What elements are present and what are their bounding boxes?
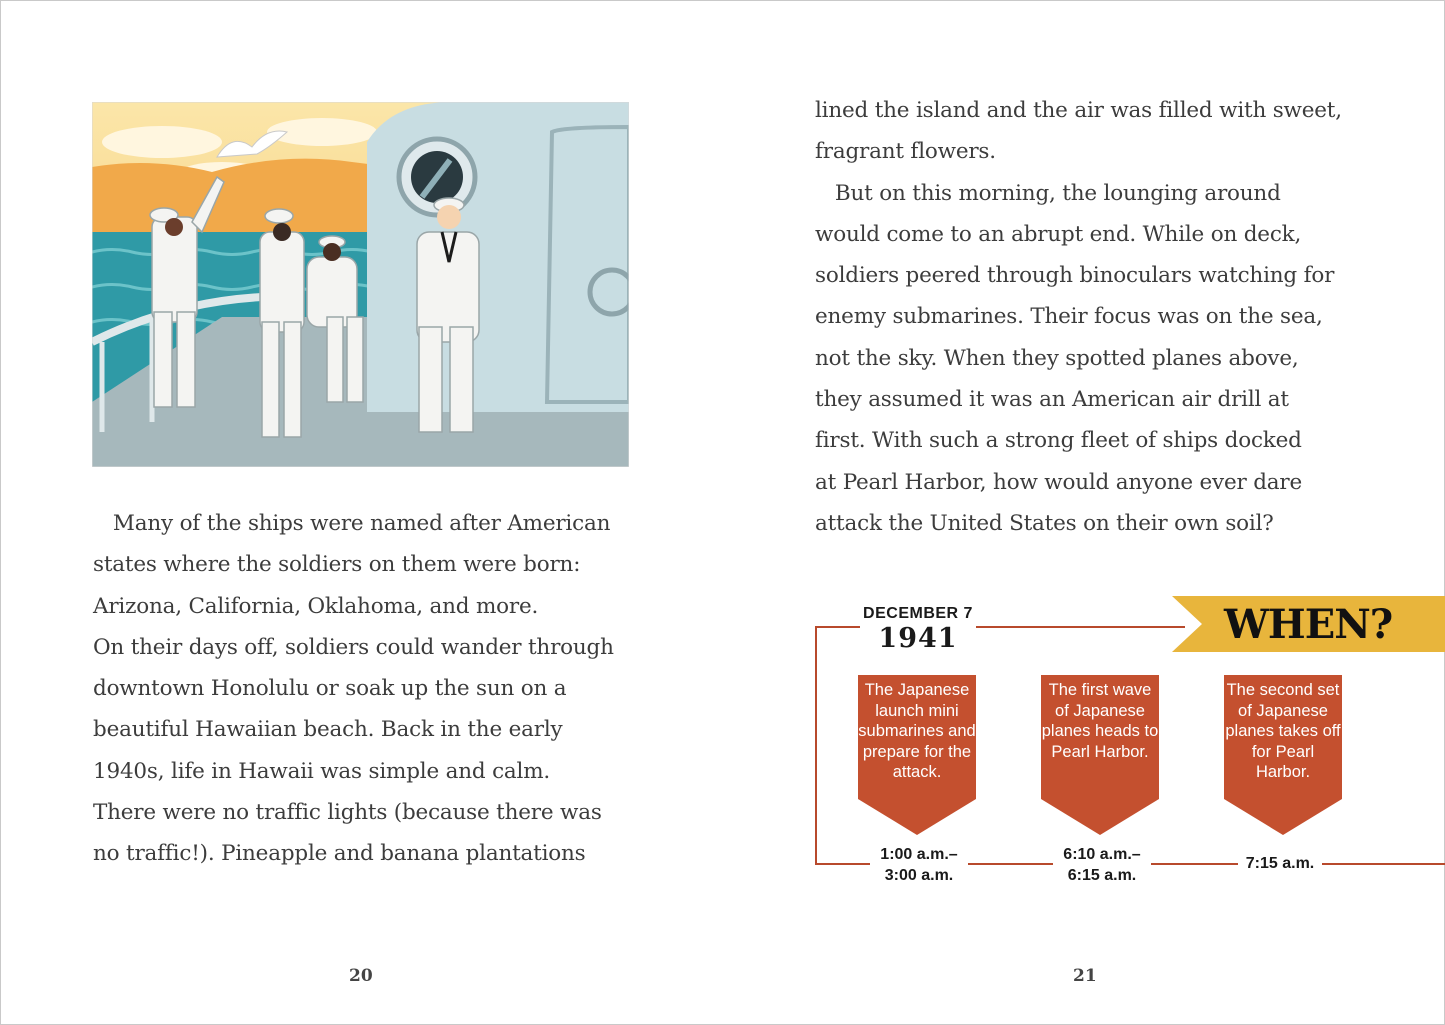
time-start: 6:10 a.m.– (1063, 846, 1141, 863)
text-line: first. With such a strong fleet of ships docked (815, 428, 1302, 454)
text-line: attack the United States on their own soil? (815, 510, 1274, 536)
text-line: Arizona, California, Oklahoma, and more. (93, 593, 539, 619)
text-line: enemy submarines. Their focus was on the sea, (815, 304, 1323, 330)
time-end: 6:15 a.m. (1067, 867, 1137, 884)
text-line: fragrant flowers. (815, 139, 996, 165)
timeline-event (858, 675, 976, 835)
text-line: not the sky. When they spotted planes above, (815, 345, 1299, 371)
left-body-text (93, 503, 633, 875)
text-line: soldiers peered through binoculars watching for (815, 263, 1335, 289)
text-line: But on this morning, the lounging around (815, 180, 1281, 206)
text-line: beautiful Hawaiian beach. Back in the early (93, 717, 563, 743)
text-line: On their days off, soldiers could wander through (93, 634, 614, 660)
timeline-event (1041, 675, 1159, 835)
text-line: downtown Honolulu or soak up the sun on a (93, 676, 567, 702)
text-line: no traffic!). Pineapple and banana plantations (93, 841, 586, 867)
time-start: 1:00 a.m.– (880, 846, 958, 863)
text-line: would come to an abrupt end. While on deck, (815, 221, 1302, 247)
event-time (870, 844, 968, 886)
text-line: 1940s, life in Hawaii was simple and calm. (93, 758, 551, 784)
timeline-event (1224, 675, 1342, 835)
text-line: There were no traffic lights (because there was (93, 800, 602, 826)
event-text: The Japanese launch mini submarines and prepare for the attack. (858, 681, 976, 782)
page-number-left: 20 (349, 966, 373, 986)
date-year: 1941 (878, 623, 958, 654)
event-time (1053, 844, 1151, 886)
banner-title: WHEN? (1224, 601, 1393, 648)
text-line: Many of the ships were named after American (93, 511, 611, 536)
text-line: at Pearl Harbor, how would anyone ever dare (815, 469, 1303, 495)
event-text: The second set of Japanese planes takes off for Pearl Harbor. (1225, 681, 1341, 782)
timeline-left-bracket (815, 626, 817, 864)
page-number-right: 21 (1073, 966, 1097, 986)
date-day: DECEMBER 7 (863, 605, 973, 622)
text-line: states where the soldiers on them were born: (93, 552, 581, 578)
sailors-illustration (92, 102, 629, 467)
text-line: lined the island and the air was filled with sweet, (815, 98, 1342, 123)
time-end: 3:00 a.m. (884, 867, 954, 884)
event-time (1238, 853, 1322, 874)
timeline-date (860, 604, 976, 654)
right-body-text (815, 90, 1375, 544)
time-start: 7:15 a.m. (1245, 855, 1315, 872)
text-line: they assumed it was an American air drill at (815, 387, 1289, 413)
event-text: The first wave of Japanese planes heads to Pearl Harbor. (1041, 681, 1159, 761)
